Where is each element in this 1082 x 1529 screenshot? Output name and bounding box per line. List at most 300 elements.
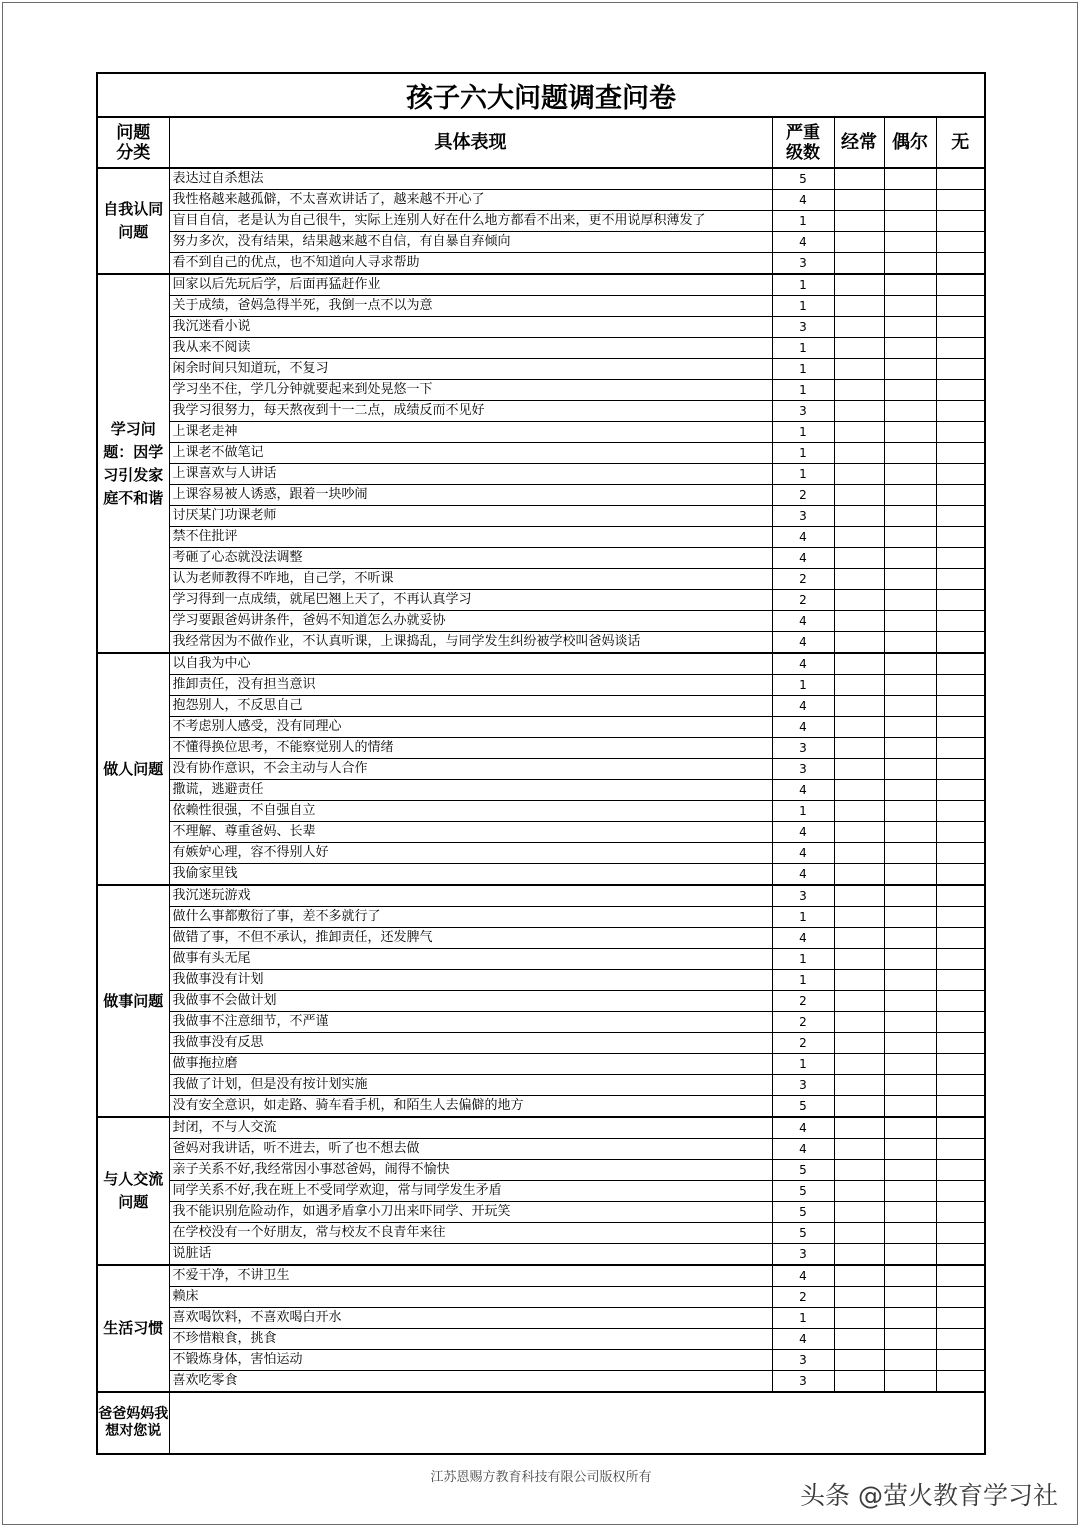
answer-sometimes-cell[interactable] (884, 632, 936, 654)
answer-sometimes-cell[interactable] (884, 991, 936, 1012)
severity-level: 3 (772, 1350, 834, 1371)
severity-level: 5 (772, 1096, 834, 1118)
table-row (97, 464, 985, 485)
item-text: 认为老师教得不咋地，自己学，不听课 (169, 569, 772, 590)
answer-sometimes-cell[interactable] (884, 1012, 936, 1033)
table-row (97, 632, 985, 654)
answer-sometimes-cell[interactable] (884, 485, 936, 506)
answer-often-cell[interactable] (834, 1308, 884, 1329)
severity-level: 1 (772, 211, 834, 232)
answer-sometimes-cell[interactable] (884, 1223, 936, 1244)
item-text: 禁不住批评 (169, 527, 772, 548)
answer-sometimes-cell[interactable] (884, 864, 936, 886)
item-text: 我做事没有反思 (169, 1033, 772, 1054)
answer-sometimes-cell[interactable] (884, 780, 936, 801)
answer-often-cell[interactable] (834, 759, 884, 780)
answer-often-cell[interactable] (834, 653, 884, 675)
answer-often-cell[interactable] (834, 738, 884, 759)
item-text: 没有安全意识，如走路、骑车看手机，和陌生人去偏僻的地方 (169, 1096, 772, 1118)
item-text: 学习得到一点成绩，就尾巴翘上天了，不再认真学习 (169, 590, 772, 611)
severity-level: 3 (772, 738, 834, 759)
answer-never-cell[interactable] (936, 1096, 985, 1118)
item-text: 同学关系不好,我在班上不受同学欢迎，常与同学发生矛盾 (169, 1181, 772, 1202)
answer-never-cell[interactable] (936, 991, 985, 1012)
answer-never-cell[interactable] (936, 632, 985, 654)
answer-often-cell[interactable] (834, 1223, 884, 1244)
answer-never-cell[interactable] (936, 949, 985, 970)
severity-level: 5 (772, 1202, 834, 1223)
item-text: 做错了事，不但不承认，推卸责任，还发脾气 (169, 928, 772, 949)
table-row (97, 253, 985, 275)
item-text: 不理解、尊重爸妈、长辈 (169, 822, 772, 843)
answer-sometimes-cell[interactable] (884, 590, 936, 611)
category-cell: 生活习惯 (97, 1265, 169, 1392)
answer-often-cell[interactable] (834, 274, 884, 296)
answer-sometimes-cell[interactable] (884, 211, 936, 232)
severity-level: 4 (772, 611, 834, 632)
answer-sometimes-cell[interactable] (884, 1244, 936, 1266)
severity-level: 4 (772, 548, 834, 569)
category-cell: 做事问题 (97, 885, 169, 1117)
table-row (97, 970, 985, 991)
severity-level: 4 (772, 1265, 834, 1287)
table-row (97, 1308, 985, 1329)
answer-sometimes-cell[interactable] (884, 1160, 936, 1181)
item-text: 考砸了心态就没法调整 (169, 548, 772, 569)
answer-sometimes-cell[interactable] (884, 443, 936, 464)
item-text: 表达过自杀想法 (169, 168, 772, 190)
answer-often-cell[interactable] (834, 801, 884, 822)
item-text: 没有协作意识，不会主动与人合作 (169, 759, 772, 780)
severity-level: 3 (772, 1371, 834, 1393)
answer-sometimes-cell[interactable] (884, 422, 936, 443)
severity-level: 5 (772, 1223, 834, 1244)
answer-often-cell[interactable] (834, 1012, 884, 1033)
severity-level: 1 (772, 949, 834, 970)
table-row (97, 1371, 985, 1393)
answer-often-cell[interactable] (834, 611, 884, 632)
answer-never-cell[interactable] (936, 317, 985, 338)
severity-level: 1 (772, 675, 834, 696)
severity-level: 5 (772, 1181, 834, 1202)
answer-sometimes-cell[interactable] (884, 1350, 936, 1371)
answer-never-cell[interactable] (936, 422, 985, 443)
answer-often-cell[interactable] (834, 885, 884, 907)
severity-level: 1 (772, 380, 834, 401)
table-row (97, 1223, 985, 1244)
item-text: 我偷家里钱 (169, 864, 772, 886)
answer-never-cell[interactable] (936, 168, 985, 190)
answer-often-cell[interactable] (834, 506, 884, 527)
table-row (97, 443, 985, 464)
answer-often-cell[interactable] (834, 190, 884, 211)
answer-never-cell[interactable] (936, 211, 985, 232)
answer-never-cell[interactable] (936, 1160, 985, 1181)
answer-never-cell[interactable] (936, 717, 985, 738)
answer-often-cell[interactable] (834, 1244, 884, 1266)
answer-never-cell[interactable] (936, 696, 985, 717)
table-row (97, 317, 985, 338)
severity-level: 3 (772, 401, 834, 422)
answer-often-cell[interactable] (834, 211, 884, 232)
table-row (97, 380, 985, 401)
answer-never-cell[interactable] (936, 780, 985, 801)
table-row (97, 738, 985, 759)
answer-never-cell[interactable] (936, 1308, 985, 1329)
answer-often-cell[interactable] (834, 232, 884, 253)
severity-level: 3 (772, 317, 834, 338)
answer-often-cell[interactable] (834, 864, 884, 886)
answer-never-cell[interactable] (936, 738, 985, 759)
answer-never-cell[interactable] (936, 1012, 985, 1033)
answer-never-cell[interactable] (936, 1350, 985, 1371)
answer-sometimes-cell[interactable] (884, 464, 936, 485)
severity-level: 4 (772, 864, 834, 886)
answer-never-cell[interactable] (936, 907, 985, 928)
answer-never-cell[interactable] (936, 296, 985, 317)
answer-often-cell[interactable] (834, 548, 884, 569)
watermark: 头条 @萤火教育学习社 (800, 1481, 1058, 1510)
item-text: 学习要跟爸妈讲条件，爸妈不知道怎么办就妥协 (169, 611, 772, 632)
answer-often-cell[interactable] (834, 380, 884, 401)
answer-often-cell[interactable] (834, 1181, 884, 1202)
answer-never-cell[interactable] (936, 1054, 985, 1075)
answer-never-cell[interactable] (936, 527, 985, 548)
answer-sometimes-cell[interactable] (884, 696, 936, 717)
item-text: 以自我为中心 (169, 653, 772, 675)
answer-sometimes-cell[interactable] (884, 1139, 936, 1160)
severity-level: 2 (772, 485, 834, 506)
item-text: 推卸责任，没有担当意识 (169, 675, 772, 696)
answer-never-cell[interactable] (936, 1202, 985, 1223)
answer-sometimes-cell[interactable] (884, 801, 936, 822)
answer-never-cell[interactable] (936, 928, 985, 949)
table-row (97, 1139, 985, 1160)
answer-often-cell[interactable] (834, 907, 884, 928)
severity-level: 1 (772, 970, 834, 991)
answer-often-cell[interactable] (834, 253, 884, 275)
answer-often-cell[interactable] (834, 1054, 884, 1075)
answer-sometimes-cell[interactable] (884, 1033, 936, 1054)
answer-sometimes-cell[interactable] (884, 359, 936, 380)
severity-level: 3 (772, 253, 834, 275)
severity-level: 4 (772, 232, 834, 253)
table-row (97, 843, 985, 864)
answer-sometimes-cell[interactable] (884, 970, 936, 991)
answer-often-cell[interactable] (834, 464, 884, 485)
item-text: 学习坐不住，学几分钟就要起来到处晃悠一下 (169, 380, 772, 401)
answer-sometimes-cell[interactable] (884, 1265, 936, 1287)
severity-level: 2 (772, 569, 834, 590)
answer-often-cell[interactable] (834, 1139, 884, 1160)
answer-often-cell[interactable] (834, 696, 884, 717)
table-row (97, 1181, 985, 1202)
answer-sometimes-cell[interactable] (884, 717, 936, 738)
item-text: 爸妈对我讲话，听不进去，听了也不想去做 (169, 1139, 772, 1160)
answer-often-cell[interactable] (834, 338, 884, 359)
answer-sometimes-cell[interactable] (884, 885, 936, 907)
answer-sometimes-cell[interactable] (884, 1308, 936, 1329)
answer-sometimes-cell[interactable] (884, 401, 936, 422)
answer-often-cell[interactable] (834, 1371, 884, 1393)
copyright-footer: 江苏恩赐方教育科技有限公司版权所有 (430, 1470, 652, 1485)
answer-never-cell[interactable] (936, 822, 985, 843)
answer-never-cell[interactable] (936, 359, 985, 380)
table-row (97, 274, 985, 296)
answer-never-cell[interactable] (936, 232, 985, 253)
answer-often-cell[interactable] (834, 717, 884, 738)
answer-often-cell[interactable] (834, 485, 884, 506)
table-row (97, 190, 985, 211)
item-text: 做事拖拉磨 (169, 1054, 772, 1075)
answer-sometimes-cell[interactable] (884, 949, 936, 970)
item-text: 我沉迷玩游戏 (169, 885, 772, 907)
answer-never-cell[interactable] (936, 1117, 985, 1139)
answer-never-cell[interactable] (936, 190, 985, 211)
answer-often-cell[interactable] (834, 1287, 884, 1308)
table-row (97, 590, 985, 611)
answer-never-cell[interactable] (936, 253, 985, 275)
answer-often-cell[interactable] (834, 970, 884, 991)
answer-often-cell[interactable] (834, 1350, 884, 1371)
survey-body (97, 168, 985, 1392)
severity-level: 2 (772, 1287, 834, 1308)
item-text: 我学习很努力，每天熬夜到十一二点，成绩反而不见好 (169, 401, 772, 422)
answer-sometimes-cell[interactable] (884, 1117, 936, 1139)
item-text: 看不到自己的优点，也不知道向人寻求帮助 (169, 253, 772, 275)
answer-never-cell[interactable] (936, 1265, 985, 1287)
answer-often-cell[interactable] (834, 569, 884, 590)
answer-sometimes-cell[interactable] (884, 653, 936, 675)
item-text: 回家以后先玩后学，后面再猛赶作业 (169, 274, 772, 296)
table-row (97, 1265, 985, 1287)
answer-sometimes-cell[interactable] (884, 1181, 936, 1202)
item-text: 我不能识别危险动作，如遇矛盾拿小刀出来吓同学、开玩笑 (169, 1202, 772, 1223)
severity-level: 4 (772, 780, 834, 801)
answer-sometimes-cell[interactable] (884, 569, 936, 590)
table-row (97, 1075, 985, 1096)
answer-sometimes-cell[interactable] (884, 611, 936, 632)
answer-never-cell[interactable] (936, 443, 985, 464)
answer-never-cell[interactable] (936, 1223, 985, 1244)
survey-title: 孩子六大问题调查问卷 (97, 73, 985, 117)
answer-never-cell[interactable] (936, 1287, 985, 1308)
severity-level: 4 (772, 190, 834, 211)
answer-sometimes-cell[interactable] (884, 928, 936, 949)
severity-level: 3 (772, 759, 834, 780)
answer-often-cell[interactable] (834, 443, 884, 464)
answer-never-cell[interactable] (936, 1139, 985, 1160)
answer-often-cell[interactable] (834, 590, 884, 611)
answer-sometimes-cell[interactable] (884, 1287, 936, 1308)
item-text: 不考虑别人感受，没有同理心 (169, 717, 772, 738)
answer-often-cell[interactable] (834, 1202, 884, 1223)
answer-often-cell[interactable] (834, 780, 884, 801)
category-cell: 自我认同问题 (97, 168, 169, 274)
item-text: 我性格越来越孤僻，不太喜欢讲话了，越来越不开心了 (169, 190, 772, 211)
severity-level: 1 (772, 296, 834, 317)
answer-never-cell[interactable] (936, 274, 985, 296)
table-row (97, 1202, 985, 1223)
answer-sometimes-cell[interactable] (884, 168, 936, 190)
answer-often-cell[interactable] (834, 296, 884, 317)
severity-level: 2 (772, 1012, 834, 1033)
table-row (97, 548, 985, 569)
answer-sometimes-cell[interactable] (884, 1054, 936, 1075)
header-detail: 具体表现 (169, 117, 772, 168)
item-text: 我做了计划，但是没有按计划实施 (169, 1075, 772, 1096)
item-text: 我做事没有计划 (169, 970, 772, 991)
answer-never-cell[interactable] (936, 338, 985, 359)
severity-level: 2 (772, 991, 834, 1012)
answer-often-cell[interactable] (834, 1329, 884, 1350)
answer-never-cell[interactable] (936, 675, 985, 696)
item-text: 我经常因为不做作业，不认真听课，上课捣乱，与同学发生纠纷被学校叫爸妈谈话 (169, 632, 772, 654)
answer-often-cell[interactable] (834, 675, 884, 696)
answer-sometimes-cell[interactable] (884, 843, 936, 864)
item-text: 不珍惜粮食，挑食 (169, 1329, 772, 1350)
answer-often-cell[interactable] (834, 1075, 884, 1096)
answer-sometimes-cell[interactable] (884, 738, 936, 759)
table-row (97, 1054, 985, 1075)
item-text: 做什么事都敷衍了事，差不多就行了 (169, 907, 772, 928)
answer-often-cell[interactable] (834, 949, 884, 970)
answer-never-cell[interactable] (936, 970, 985, 991)
answer-often-cell[interactable] (834, 1033, 884, 1054)
table-row (97, 168, 985, 190)
header-severity: 严重级数 (772, 117, 834, 168)
item-text: 抱怨别人，不反思自己 (169, 696, 772, 717)
answer-often-cell[interactable] (834, 401, 884, 422)
answer-never-cell[interactable] (936, 843, 985, 864)
answer-never-cell[interactable] (936, 569, 985, 590)
item-text: 讨厌某门功课老师 (169, 506, 772, 527)
answer-never-cell[interactable] (936, 611, 985, 632)
table-row (97, 401, 985, 422)
severity-level: 5 (772, 1160, 834, 1181)
answer-never-cell[interactable] (936, 885, 985, 907)
severity-level: 4 (772, 1139, 834, 1160)
answer-never-cell[interactable] (936, 1075, 985, 1096)
answer-never-cell[interactable] (936, 464, 985, 485)
answer-sometimes-cell[interactable] (884, 190, 936, 211)
answer-sometimes-cell[interactable] (884, 548, 936, 569)
item-text: 不爱干净，不讲卫生 (169, 1265, 772, 1287)
table-row (97, 422, 985, 443)
answer-sometimes-cell[interactable] (884, 296, 936, 317)
table-row (97, 759, 985, 780)
table-row (97, 1244, 985, 1266)
answer-often-cell[interactable] (834, 1117, 884, 1139)
answer-never-cell[interactable] (936, 1181, 985, 1202)
answer-sometimes-cell[interactable] (884, 338, 936, 359)
answer-sometimes-cell[interactable] (884, 1202, 936, 1223)
answer-sometimes-cell[interactable] (884, 1329, 936, 1350)
answer-often-cell[interactable] (834, 1096, 884, 1118)
answer-never-cell[interactable] (936, 590, 985, 611)
severity-level: 5 (772, 168, 834, 190)
table-row (97, 338, 985, 359)
answer-never-cell[interactable] (936, 401, 985, 422)
category-cell: 做人问题 (97, 653, 169, 885)
answer-never-cell[interactable] (936, 506, 985, 527)
answer-sometimes-cell[interactable] (884, 380, 936, 401)
table-row (97, 211, 985, 232)
answer-sometimes-cell[interactable] (884, 506, 936, 527)
table-row (97, 1117, 985, 1139)
answer-often-cell[interactable] (834, 422, 884, 443)
answer-often-cell[interactable] (834, 317, 884, 338)
table-row (97, 1033, 985, 1054)
item-text: 亲子关系不好,我经常因小事怼爸妈，闹得不愉快 (169, 1160, 772, 1181)
table-row (97, 611, 985, 632)
answer-often-cell[interactable] (834, 822, 884, 843)
item-text: 喜欢吃零食 (169, 1371, 772, 1393)
answer-never-cell[interactable] (936, 548, 985, 569)
answer-never-cell[interactable] (936, 1371, 985, 1393)
answer-often-cell[interactable] (834, 1160, 884, 1181)
answer-sometimes-cell[interactable] (884, 675, 936, 696)
answer-often-cell[interactable] (834, 928, 884, 949)
table-row (97, 485, 985, 506)
severity-level: 2 (772, 1033, 834, 1054)
item-text: 在学校没有一个好朋友，常与校友不良青年来往 (169, 1223, 772, 1244)
item-text: 我从来不阅读 (169, 338, 772, 359)
answer-never-cell[interactable] (936, 485, 985, 506)
answer-often-cell[interactable] (834, 632, 884, 654)
answer-sometimes-cell[interactable] (884, 232, 936, 253)
answer-sometimes-cell[interactable] (884, 253, 936, 275)
answer-often-cell[interactable] (834, 1265, 884, 1287)
answer-often-cell[interactable] (834, 991, 884, 1012)
message-area[interactable] (169, 1392, 985, 1454)
item-text: 我沉迷看小说 (169, 317, 772, 338)
answer-sometimes-cell[interactable] (884, 274, 936, 296)
answer-never-cell[interactable] (936, 759, 985, 780)
answer-sometimes-cell[interactable] (884, 822, 936, 843)
answer-often-cell[interactable] (834, 527, 884, 548)
answer-sometimes-cell[interactable] (884, 317, 936, 338)
answer-never-cell[interactable] (936, 864, 985, 886)
header-category: 问题分类 (97, 117, 169, 168)
answer-never-cell[interactable] (936, 1244, 985, 1266)
answer-never-cell[interactable] (936, 1329, 985, 1350)
answer-often-cell[interactable] (834, 843, 884, 864)
answer-sometimes-cell[interactable] (884, 1075, 936, 1096)
table-row (97, 296, 985, 317)
answer-sometimes-cell[interactable] (884, 759, 936, 780)
answer-sometimes-cell[interactable] (884, 1371, 936, 1393)
item-text: 我做事不注意细节，不严谨 (169, 1012, 772, 1033)
answer-often-cell[interactable] (834, 359, 884, 380)
category-cell: 学习问题：因学习引发家庭不和谐 (97, 274, 169, 653)
answer-never-cell[interactable] (936, 380, 985, 401)
item-text: 喜欢喝饮料，不喜欢喝白开水 (169, 1308, 772, 1329)
table-row (97, 232, 985, 253)
answer-never-cell[interactable] (936, 653, 985, 675)
answer-sometimes-cell[interactable] (884, 527, 936, 548)
severity-level: 1 (772, 443, 834, 464)
answer-never-cell[interactable] (936, 801, 985, 822)
severity-level: 3 (772, 506, 834, 527)
answer-sometimes-cell[interactable] (884, 1096, 936, 1118)
answer-sometimes-cell[interactable] (884, 907, 936, 928)
item-text: 说脏话 (169, 1244, 772, 1266)
answer-never-cell[interactable] (936, 1033, 985, 1054)
table-row (97, 928, 985, 949)
answer-often-cell[interactable] (834, 168, 884, 190)
item-text: 我做事不会做计划 (169, 991, 772, 1012)
